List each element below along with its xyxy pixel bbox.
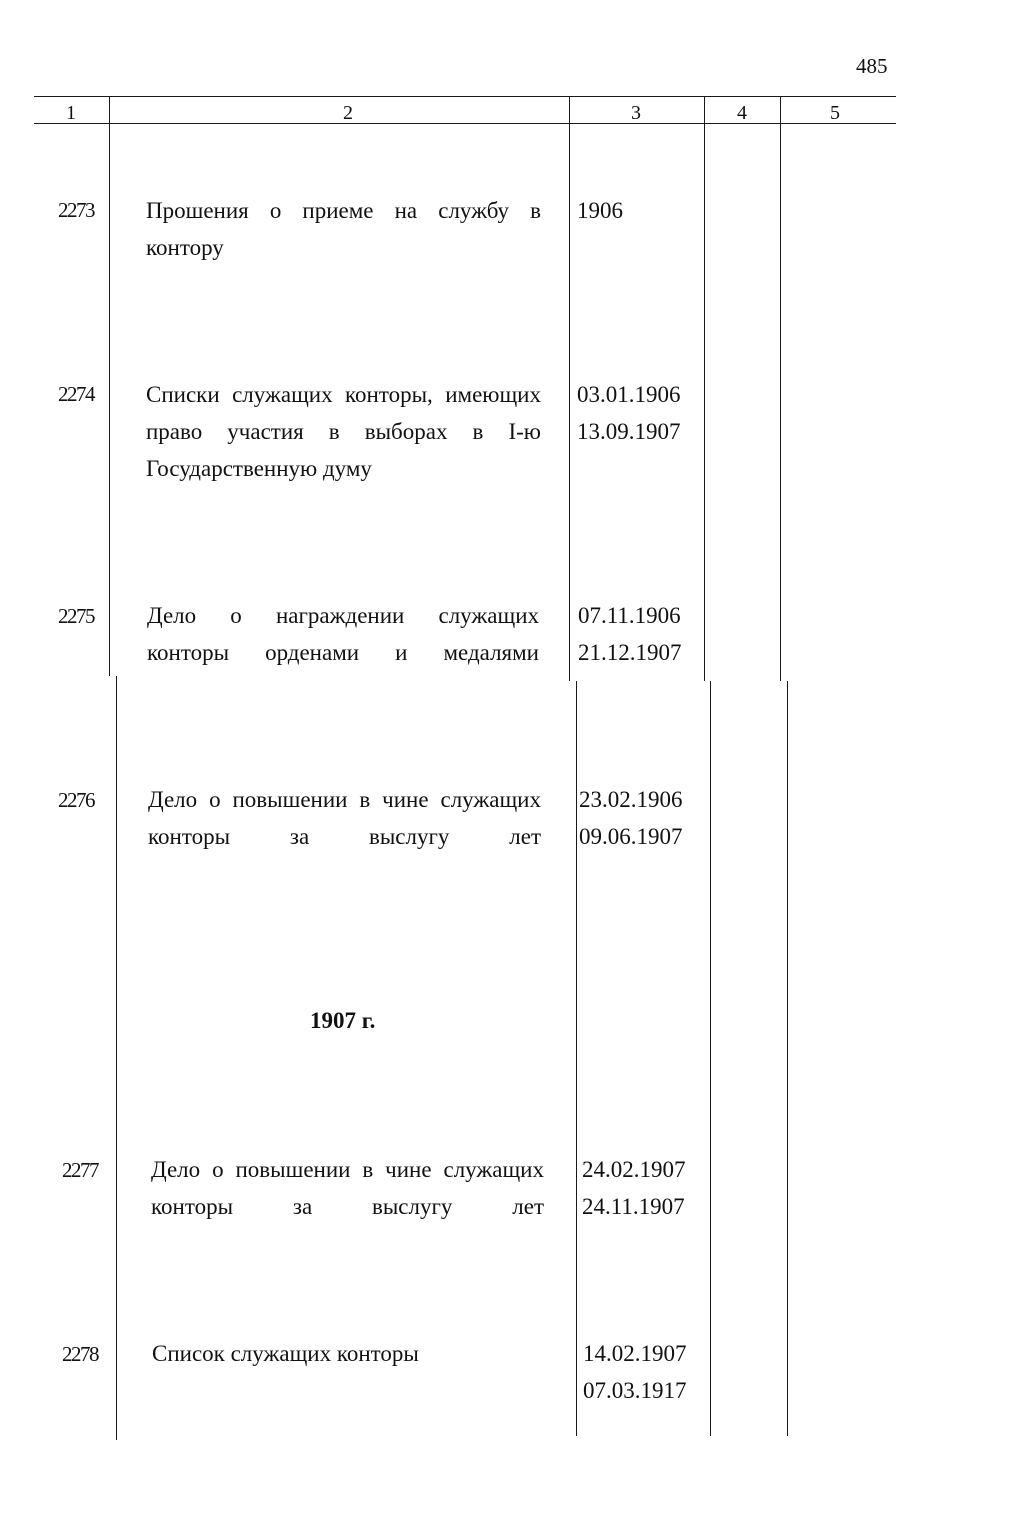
column-header-4: 4: [737, 102, 747, 124]
record-date-start: 1906: [577, 198, 623, 223]
record-number: 2274: [58, 382, 94, 406]
record-date-start: 07.11.1906: [578, 603, 681, 628]
column-header-2: 2: [343, 102, 353, 124]
header-bottom-rule: [34, 123, 896, 124]
column-header-3: 3: [631, 102, 641, 124]
column-divider-1: [116, 676, 117, 1440]
record-number: 2277: [62, 1158, 98, 1182]
column-header-5: 5: [830, 102, 840, 124]
record-date-end: 09.06.1907: [579, 824, 683, 849]
column-header-1: 1: [66, 102, 76, 124]
page-number: 485: [856, 54, 888, 78]
column-divider-4: [780, 96, 781, 681]
record-date-end: 13.09.1907: [577, 419, 681, 444]
column-divider-2: [569, 96, 570, 681]
table-top-rule: [34, 96, 896, 97]
record-date-end: 24.11.1907: [582, 1194, 685, 1219]
record-description: Списки служащих конторы, имеющих право участия в выборах в I-ю Государственную думу: [146, 382, 541, 481]
column-divider-2: [576, 681, 577, 1436]
column-divider-3: [710, 681, 711, 1436]
record-description: Прошения о приеме на службу в контору: [146, 198, 541, 260]
record-description: Список служащих конторы: [152, 1341, 419, 1366]
record-number: 2276: [58, 788, 94, 812]
record-description: Дело о награждении служащих конторы орденами и медалями: [147, 603, 539, 665]
record-date-end: 21.12.1907: [578, 640, 682, 665]
column-divider-1: [109, 96, 110, 676]
record-number: 2278: [62, 1342, 98, 1366]
record-date-start: 23.02.1906: [579, 787, 683, 812]
record-date-start: 03.01.1906: [577, 382, 681, 407]
record-date-start: 14.02.1907: [583, 1341, 687, 1366]
record-date-start: 24.02.1907: [582, 1157, 686, 1182]
record-description: Дело о повышении в чине служащих конторы за выслугу лет: [151, 1157, 544, 1219]
column-divider-3: [704, 96, 705, 681]
record-description: Дело о повышении в чине служащих конторы за выслугу лет: [148, 787, 541, 849]
column-divider-4: [787, 681, 788, 1436]
section-year-heading: 1907 г.: [310, 1008, 376, 1033]
record-number: 2275: [58, 604, 94, 628]
record-date-end: 07.03.1917: [583, 1378, 687, 1403]
record-number: 2273: [58, 198, 94, 222]
